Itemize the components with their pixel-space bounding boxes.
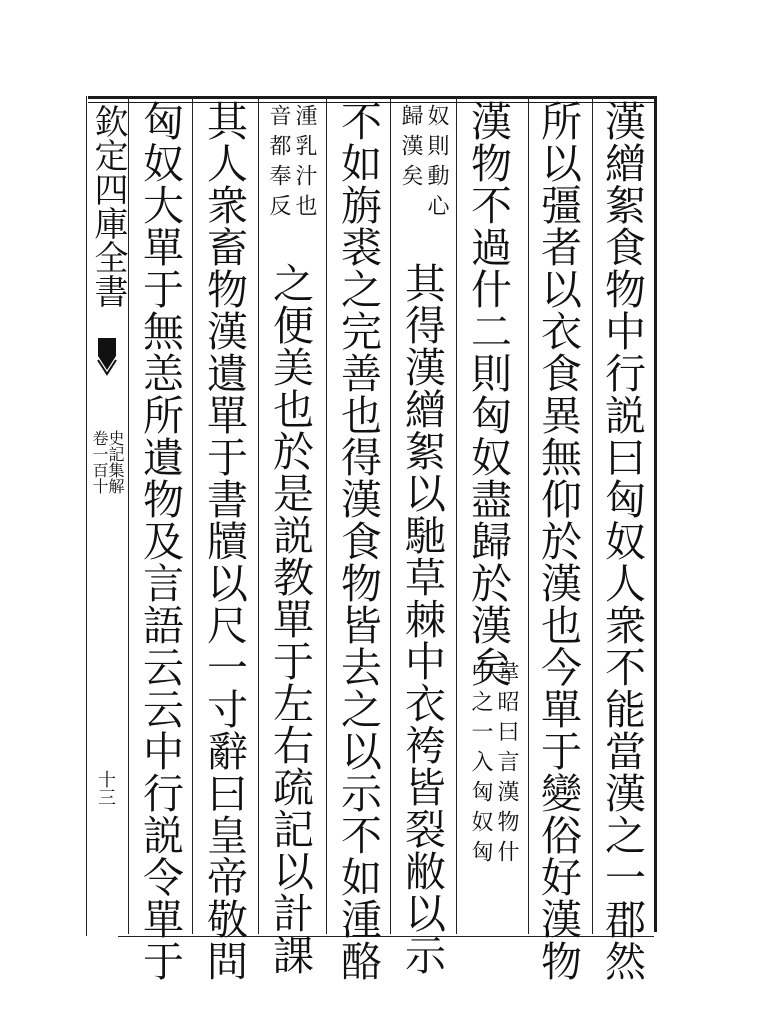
- text-column-6: 之便美也於是説教單于左右疏記以計課: [266, 262, 314, 976]
- column-divider: [528, 96, 529, 934]
- column-divider: [456, 96, 457, 934]
- text-column-5: 不如旃裘之完善也得漢食物皆去之以示不如湩酪: [334, 100, 382, 982]
- annotation-note-left: 歸漢矣: [398, 104, 423, 194]
- text-column-1: 漢繒絮食物中行説曰匈奴人衆不能當漢之一郡然: [598, 100, 646, 982]
- frame-top-border: [88, 96, 656, 99]
- column-divider: [326, 96, 327, 934]
- column-divider: [592, 96, 593, 934]
- work-title: 史記集解: [106, 430, 125, 494]
- fish-tail-mark-icon: [96, 336, 118, 376]
- annotation-note-right: 韋昭曰言漢物什: [494, 660, 519, 870]
- volume-label: 卷一百十: [90, 430, 109, 494]
- annotation-note-left: 中之一入匈奴匈: [468, 660, 493, 870]
- column-divider: [390, 96, 391, 934]
- text-column-2: 所以彊者以衣食異無仰於漢也今單于變俗好漢物: [534, 100, 582, 982]
- annotation-note-right: 湩乳汁也: [292, 104, 317, 224]
- column-divider: [258, 96, 259, 934]
- page-number: 十三: [95, 770, 116, 806]
- book-title: 欽定四庫全書: [88, 104, 128, 308]
- annotation-note-left: 音都奉反: [266, 104, 291, 224]
- annotation-note-right: 奴則動心: [424, 104, 449, 224]
- text-column-3: 漢物不過什二則匈奴盡歸於漢矣: [464, 100, 512, 688]
- frame-left-border: [86, 96, 87, 936]
- frame-right-border: [654, 96, 657, 932]
- column-divider: [192, 96, 193, 934]
- text-column-8: 匈奴大單于無恙所遺物及言語云云中行説令單于: [136, 100, 184, 982]
- text-column-7: 其人衆畜物漢遺單于書牘以尺一寸辭曰皇帝敬問: [200, 100, 248, 982]
- text-column-4: 其得漢繒絮以馳草棘中衣袴皆裂敝以示: [398, 262, 446, 976]
- column-divider: [128, 96, 129, 934]
